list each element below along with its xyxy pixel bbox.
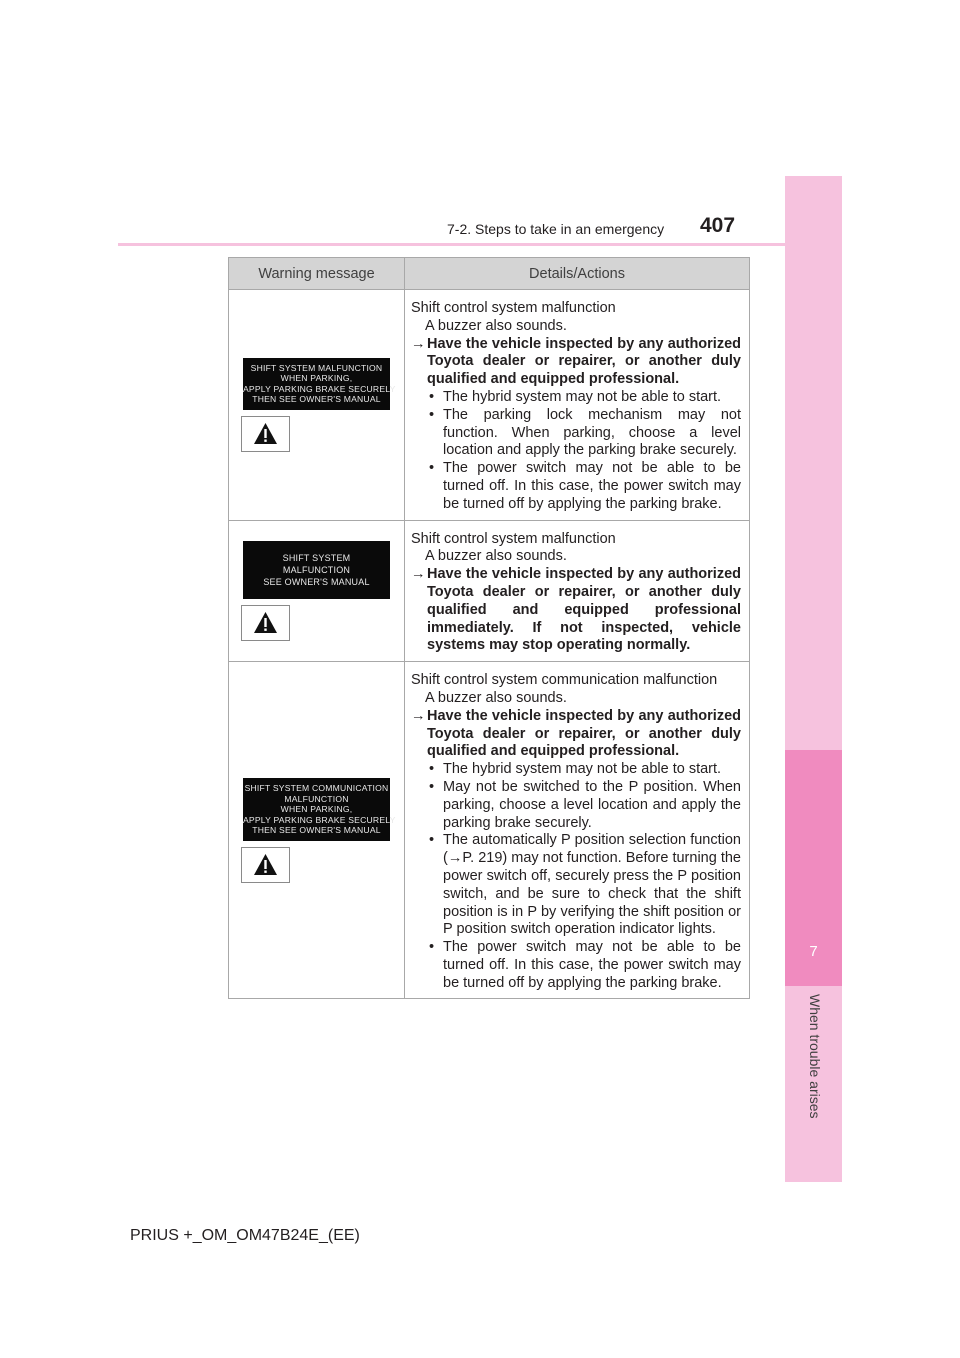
display-line: THEN SEE OWNER'S MANUAL bbox=[252, 825, 381, 836]
table-row bbox=[229, 520, 750, 662]
warning-image-cell bbox=[229, 290, 405, 521]
chapter-side-tab bbox=[785, 176, 842, 1182]
action-instruction bbox=[411, 566, 741, 655]
bullet-text: May not be switched to the P position. When parking, choose a level location and apply the parking brake securely. bbox=[443, 778, 741, 831]
chapter-title bbox=[803, 994, 825, 1144]
action-instruction bbox=[411, 336, 741, 389]
warning-image-cell bbox=[229, 662, 405, 999]
header-rule bbox=[118, 243, 842, 246]
list-item: • May not be switched to the P position. When parking, choose a level location and apply the parking brake securely. bbox=[429, 778, 741, 831]
details-cell bbox=[405, 290, 750, 521]
warning-triangle-icon bbox=[241, 847, 290, 883]
list-item: • The power switch may not be able to be turned off. In this case, the power switch may be turned off by applying the parking brake. bbox=[429, 460, 741, 512]
details-cell bbox=[405, 520, 750, 662]
table-row bbox=[229, 662, 750, 999]
display-line: WHEN PARKING, bbox=[280, 373, 353, 384]
bullet-text: The hybrid system may not be able to start. bbox=[443, 761, 722, 778]
warning-display bbox=[243, 778, 396, 841]
message-title: Shift control system communication malfunction bbox=[411, 672, 718, 689]
page-number: 407 bbox=[700, 214, 736, 237]
list-item: • The hybrid system may not be able to start. bbox=[411, 761, 741, 779]
table-row bbox=[229, 290, 750, 521]
document-code: PRIUS +_OM_OM47B24E_(EE) bbox=[130, 1227, 360, 1244]
display-line: APPLY PARKING BRAKE SECURELY bbox=[243, 383, 396, 394]
message-title: Shift control system malfunction bbox=[411, 300, 616, 316]
col-details-actions: Details/Actions bbox=[405, 258, 750, 290]
display-line: WHEN PARKING, bbox=[280, 804, 353, 815]
list-item: • The hybrid system may not be able to start. bbox=[411, 389, 741, 407]
bullet-text: The automatically P position selection function (→P. 219) may not function. Before turning the power switch off, securely press the P position switch, and be sure to check that the shift position is in P by verifying the shift position or P position switch operation indicator lights. bbox=[443, 832, 741, 938]
bullet-text: The power switch may not be able to be turned off. In this case, the power switch may be turned off by applying the parking brake. bbox=[443, 939, 741, 991]
section-title: 7-2. Steps to take in an emergency bbox=[447, 221, 665, 237]
warning-display bbox=[243, 541, 390, 599]
display-line: SHIFT SYSTEM COMMUNICATION bbox=[244, 783, 389, 794]
display-line: SEE OWNER'S MANUAL bbox=[263, 576, 370, 587]
display-line: THEN SEE OWNER'S MANUAL bbox=[252, 394, 381, 405]
table-header-row bbox=[229, 258, 750, 290]
display-line: SHIFT SYSTEM bbox=[282, 552, 351, 563]
display-line: APPLY PARKING BRAKE SECURELY bbox=[243, 814, 396, 825]
arrow-icon: → bbox=[411, 707, 426, 724]
buzzer-note: A buzzer also sounds. bbox=[425, 317, 567, 334]
display-line: MALFUNCTION bbox=[282, 564, 351, 575]
buzzer-note: A buzzer also sounds. bbox=[425, 548, 567, 565]
action-text: Have the vehicle inspected by any authorized Toyota dealer or repairer, or another duly qualified and equipped professional. bbox=[427, 707, 741, 760]
warning-display bbox=[243, 358, 396, 410]
bullet-text: The hybrid system may not be able to start. bbox=[443, 388, 722, 405]
message-title: Shift control system malfunction bbox=[411, 530, 616, 547]
list-item: • The parking lock mechanism may not function. When parking, choose a level location and apply the parking brake securely. bbox=[429, 406, 741, 459]
chapter-number: 7 bbox=[809, 943, 818, 960]
warning-triangle-icon bbox=[241, 416, 290, 452]
col-warning-message: Warning message bbox=[229, 258, 405, 290]
display-line: MALFUNCTION bbox=[284, 793, 349, 804]
action-text: Have the vehicle inspected by any authorized Toyota dealer or repairer, or another duly qualified and equipped professional. bbox=[427, 335, 741, 388]
bullet-text: The power switch may not be able to be turned off. In this case, the power switch may be turned off by applying the parking brake. bbox=[443, 460, 741, 512]
action-text: Have the vehicle inspected by any authorized Toyota dealer or repairer, or another duly qualified and equipped professional immediately. If not inspected, vehicle systems may stop operating normally. bbox=[427, 566, 741, 654]
chapter-title-text: When trouble arises bbox=[807, 994, 823, 1119]
warning-triangle-icon bbox=[241, 605, 290, 641]
warning-image-cell bbox=[229, 520, 405, 662]
arrow-icon: → bbox=[411, 566, 426, 583]
details-cell bbox=[405, 662, 750, 999]
list-item: • The automatically P position selection function (→P. 219) may not function. Before turning the power switch off, securely press the P position switch, and be sure to check that the shift position is in P by verifying the shift position or P position switch operation indicator lights. bbox=[429, 832, 741, 938]
list-item: • The power switch may not be able to be turned off. In this case, the power switch may be turned off by applying the parking brake. bbox=[429, 939, 741, 991]
warning-table bbox=[228, 257, 750, 999]
arrow-icon: → bbox=[411, 335, 426, 352]
bullet-text: The parking lock mechanism may not function. When parking, choose a level location and apply the parking brake securely. bbox=[443, 406, 741, 459]
display-line: SHIFT SYSTEM MALFUNCTION bbox=[250, 362, 383, 373]
action-instruction bbox=[411, 708, 741, 761]
buzzer-note: A buzzer also sounds. bbox=[425, 689, 567, 706]
